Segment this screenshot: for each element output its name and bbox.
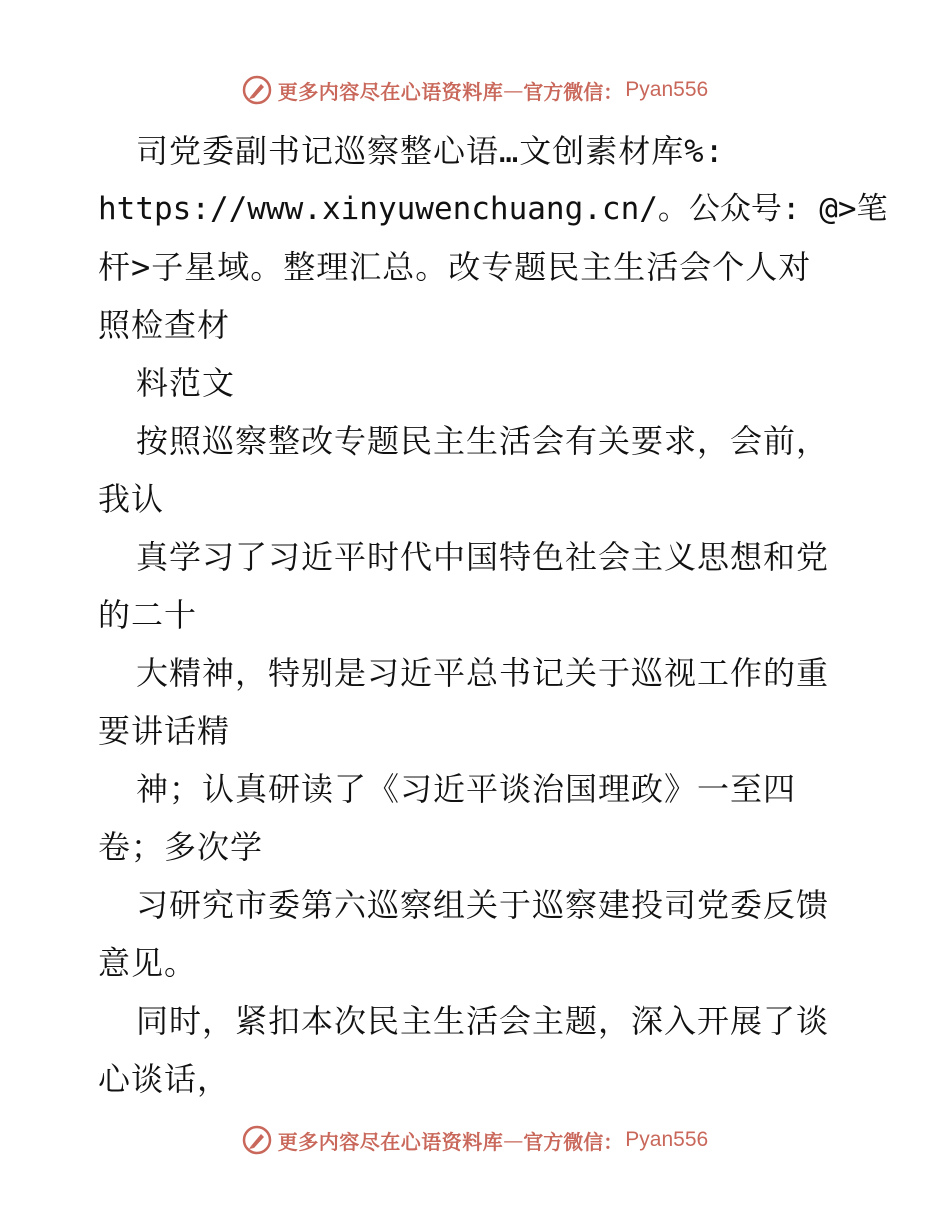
banner-wechat-id: Pyan556 — [625, 78, 709, 101]
text-line: 要讲话精 — [98, 712, 231, 750]
header-watermark-banner — [0, 70, 950, 110]
text-line: 意见。 — [98, 944, 198, 982]
text-line: https://www.xinyuwenchuang.cn/。公众号: @>笔 — [98, 191, 888, 227]
text-line: 神；认真研读了《习近平谈治国理政》一至四 — [136, 770, 797, 808]
text-line: 按照巡察整改专题民主生活会有关要求，会前， — [136, 422, 830, 460]
banner-wechat-id: Pyan556 — [625, 1128, 709, 1151]
banner-main-text: 更多内容尽在心语资料库 — [277, 1129, 504, 1154]
banner-separator: — — [503, 1128, 524, 1152]
banner-separator: — — [503, 78, 524, 102]
text-line: 杆>子星域。整理汇总。改专题民主生活会个人对 — [98, 248, 812, 286]
text-line: 照检查材 — [98, 306, 231, 344]
banner-wechat-label: 官方微信： — [523, 79, 624, 104]
text-line: 心谈话， — [98, 1060, 231, 1098]
document-body — [98, 122, 888, 1108]
banner-wechat-label: 官方微信： — [523, 1129, 624, 1154]
banner-main-text: 更多内容尽在心语资料库 — [277, 79, 504, 104]
pen-nib-logo-icon — [242, 1125, 272, 1155]
text-line: 料范文 — [136, 364, 236, 402]
footer-watermark-banner — [0, 1120, 950, 1160]
text-line: 大精神，特别是习近平总书记关于巡视工作的重 — [136, 654, 830, 692]
text-line: 同时，紧扣本次民主生活会主题，深入开展了谈 — [136, 1002, 830, 1040]
text-line: 卷；多次学 — [98, 828, 264, 866]
text-line: 的二十 — [98, 596, 198, 634]
text-line: 习研究市委第六巡察组关于巡察建投司党委反馈 — [136, 886, 830, 924]
text-line: 真学习了习近平时代中国特色社会主义思想和党 — [136, 538, 830, 576]
pen-nib-logo-icon — [242, 75, 272, 105]
text-line: 我认 — [98, 480, 165, 518]
text-line: 司党委副书记巡察整心语…文创素材库%: — [136, 132, 725, 170]
